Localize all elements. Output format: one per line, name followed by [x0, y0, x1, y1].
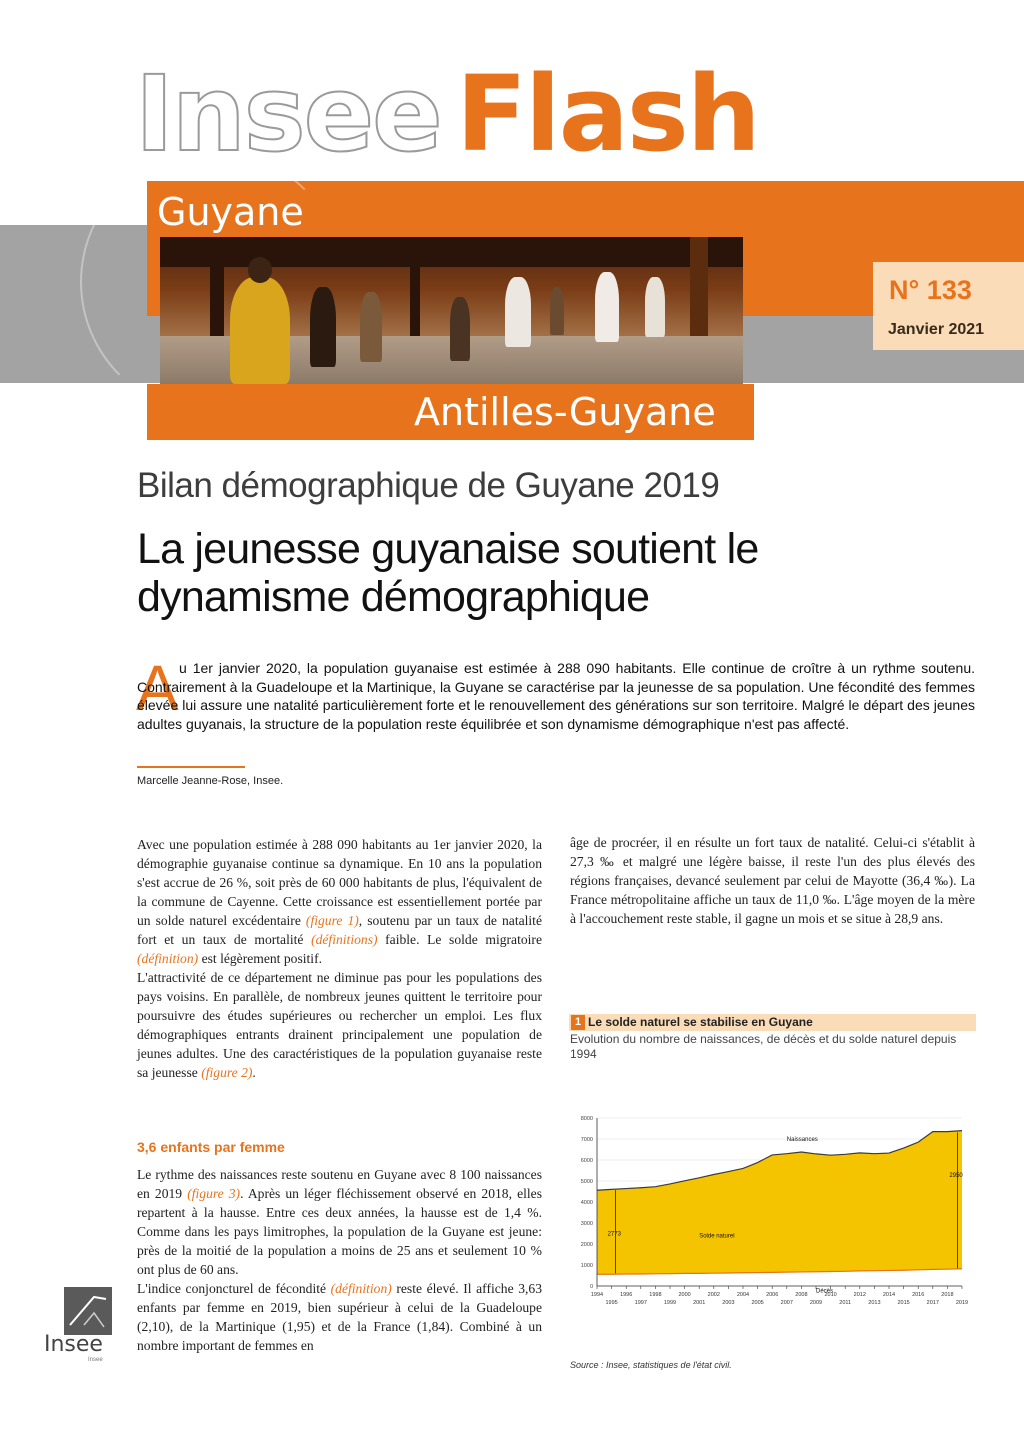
body-paragraph: Le rythme des naissances reste soutenu en Guyane avec 8 100 naissances en 2019 (figure 3). Après un léger fléchissement observé en 2018, elles repartent à la hausse. Entre ces deux années, la hausse est de 1,4 %. Comme dans les pays limitrophes, la population de la Guyane est jeune: près de la moitié de la population a moins de 25 ans et seulement 10 % ont plus de 60 ans.: [137, 1167, 542, 1277]
author-line: Marcelle Jeanne-Rose, Insee.: [137, 775, 284, 787]
y-tick-label: 5000: [580, 1179, 593, 1185]
footer-logo-text: Insee: [44, 1332, 103, 1357]
x-tick-label: 2015: [897, 1300, 910, 1306]
drop-cap: A: [136, 652, 179, 724]
series-label-solde-naturel: Solde naturel: [699, 1233, 735, 1240]
article-kicker: Bilan démographique de Guyane 2019: [137, 466, 720, 505]
lead-text: u 1er janvier 2020, la population guyanaise est estimée à 288 090 habitants. Elle continue de croître à un rythme soutenu. Contrairement à la Guadeloupe et la Martinique, la Guyane se caractérise par la jeunesse de sa population. Une fécondité des femmes élevée lui assure une natalité particulièrement forte et le renouvellement des générations sur son territoire. Malgré le départ des jeunes adultes guyanais, la structure de la population reste équilibrée et son dynamisme démographique n'est pas affecté.: [137, 660, 975, 732]
solde-naturel-area: [597, 1131, 962, 1275]
x-tick-label: 2001: [693, 1300, 706, 1306]
issue-date: Janvier 2021: [888, 321, 985, 338]
figure-link[interactable]: (figure 3): [187, 1186, 241, 1201]
x-tick-label: 2018: [941, 1292, 954, 1298]
x-tick-label: 2000: [678, 1292, 691, 1298]
figure-link[interactable]: (figure 2): [201, 1065, 253, 1080]
y-tick-label: 3000: [580, 1221, 593, 1227]
article-title: La jeunesse guyanaise soutient le dynamisme démographique: [137, 525, 759, 621]
body-paragraph: L'indice conjoncturel de fécondité (définition) reste élevé. Il affiche 3,63 enfants par femme en 2019, bien supérieur à celui de la Guadeloupe (2,10), de la Martinique (1,95) et de la France (1,84). Combiné à un nombre important de femmes en: [137, 1281, 542, 1353]
x-tick-label: 2008: [795, 1292, 808, 1298]
insee-logo-icon: [64, 1287, 112, 1335]
figure-source: Source : Insee, statistiques de l'état civil.: [570, 1360, 732, 1370]
definition-link[interactable]: (définition): [330, 1281, 392, 1296]
x-tick-label: 2011: [839, 1300, 852, 1306]
x-tick-label: 1994: [590, 1292, 604, 1298]
figure-number: 1: [571, 1015, 585, 1030]
series-label-naissances: Naissances: [786, 1137, 818, 1144]
y-tick-label: 7000: [580, 1137, 593, 1143]
y-tick-label: 2000: [580, 1242, 593, 1248]
x-tick-label: 1995: [605, 1300, 618, 1306]
body-paragraph: L'attractivité de ce département ne diminue pas pour les populations des pays voisins. En parallèle, de nombreux jeunes quittent le territoire pour poursuivre des études supérieures ou rechercher un emploi. Les flux démographiques entrants drainent principalement une population de jeunes adultes. Une des caractéristiques de la population guyanaise reste sa jeunesse (figure 2).: [137, 970, 542, 1080]
body-column-left: [137, 835, 542, 1082]
y-tick-label: 6000: [580, 1158, 593, 1164]
x-tick-label: 2003: [722, 1300, 735, 1306]
annotation-label: 2950: [949, 1172, 963, 1179]
sub-region-label: Antilles-Guyane: [414, 390, 716, 434]
series-label-deces: Décès: [816, 1288, 834, 1295]
y-tick-label: 4000: [580, 1200, 593, 1206]
figure-chart: [565, 1112, 970, 1310]
brand-logo-insee: Insee: [135, 53, 441, 175]
x-tick-label: 2009: [809, 1300, 823, 1306]
x-tick-label: 2014: [882, 1292, 896, 1298]
author-rule: [137, 766, 245, 768]
x-tick-label: 2013: [868, 1300, 881, 1306]
x-tick-label: 2005: [751, 1300, 764, 1306]
x-tick-label: 2019: [955, 1300, 969, 1306]
figure-subtitle: Evolution du nombre de naissances, de décès et du solde naturel depuis 1994: [570, 1032, 957, 1061]
cover-photo: [160, 237, 743, 384]
definition-link[interactable]: (définitions): [311, 932, 378, 947]
figure-title: Le solde naturel se stabilise en Guyane: [588, 1015, 813, 1029]
definition-link[interactable]: (définition): [137, 951, 199, 966]
region-label: Guyane: [157, 190, 304, 234]
figure-link[interactable]: (figure 1): [305, 913, 359, 928]
lead-paragraph: [137, 659, 975, 733]
body-column-left-2: [137, 1165, 542, 1355]
x-tick-label: 1998: [649, 1292, 662, 1298]
x-tick-label: 2017: [926, 1300, 939, 1306]
x-tick-label: 2004: [736, 1292, 750, 1298]
x-tick-label: 2006: [766, 1292, 779, 1298]
body-column-right: [570, 833, 975, 928]
x-tick-label: 2012: [853, 1292, 866, 1298]
x-tick-label: 2010: [824, 1292, 837, 1298]
y-tick-label: 0: [589, 1284, 593, 1290]
y-tick-label: 8000: [580, 1116, 593, 1122]
x-tick-label: 2007: [780, 1300, 793, 1306]
brand-logo-flash: Flash: [456, 53, 759, 175]
footer-logo-small: Insee: [88, 1357, 103, 1363]
y-tick-label: 1000: [580, 1263, 593, 1269]
section-heading: 3,6 enfants par femme: [137, 1139, 285, 1155]
annotation-label: 2773: [607, 1231, 621, 1238]
x-tick-label: 2016: [912, 1292, 925, 1298]
body-paragraph: Avec une population estimée à 288 090 habitants au 1er janvier 2020, la démographie guyanaise continue sa dynamique. En 10 ans la population s'est accrue de 26 %, soit près de 60 000 habitants de plus, l'équivalent de la commune de Cayenne. Cette croissance est essentiellement portée par un solde naturel excédentaire (figure 1), soutenu par un taux de natalité fort et un taux de mortalité (définitions) faible. Le solde migratoire (définition) est légèrement positif.: [137, 837, 542, 966]
x-tick-label: 1997: [634, 1300, 647, 1306]
x-tick-label: 2002: [707, 1292, 720, 1298]
issue-number: N° 133: [889, 275, 972, 305]
x-tick-label: 1996: [620, 1292, 633, 1298]
x-tick-label: 1999: [663, 1300, 677, 1306]
body-paragraph: âge de procréer, il en résulte un fort taux de natalité. Celui-ci s'établit à 27,3 ‰ et malgré une légère baisse, il reste l'un des plus élevés des régions françaises, devancé seulement par celui de Mayotte (36,4 ‰). La France métropolitaine affiche un taux de 11,0 ‰. L'âge moyen de la mère à l'accouchement reste stable, il gagne un mois et se situe à 28,9 ans.: [570, 835, 975, 926]
